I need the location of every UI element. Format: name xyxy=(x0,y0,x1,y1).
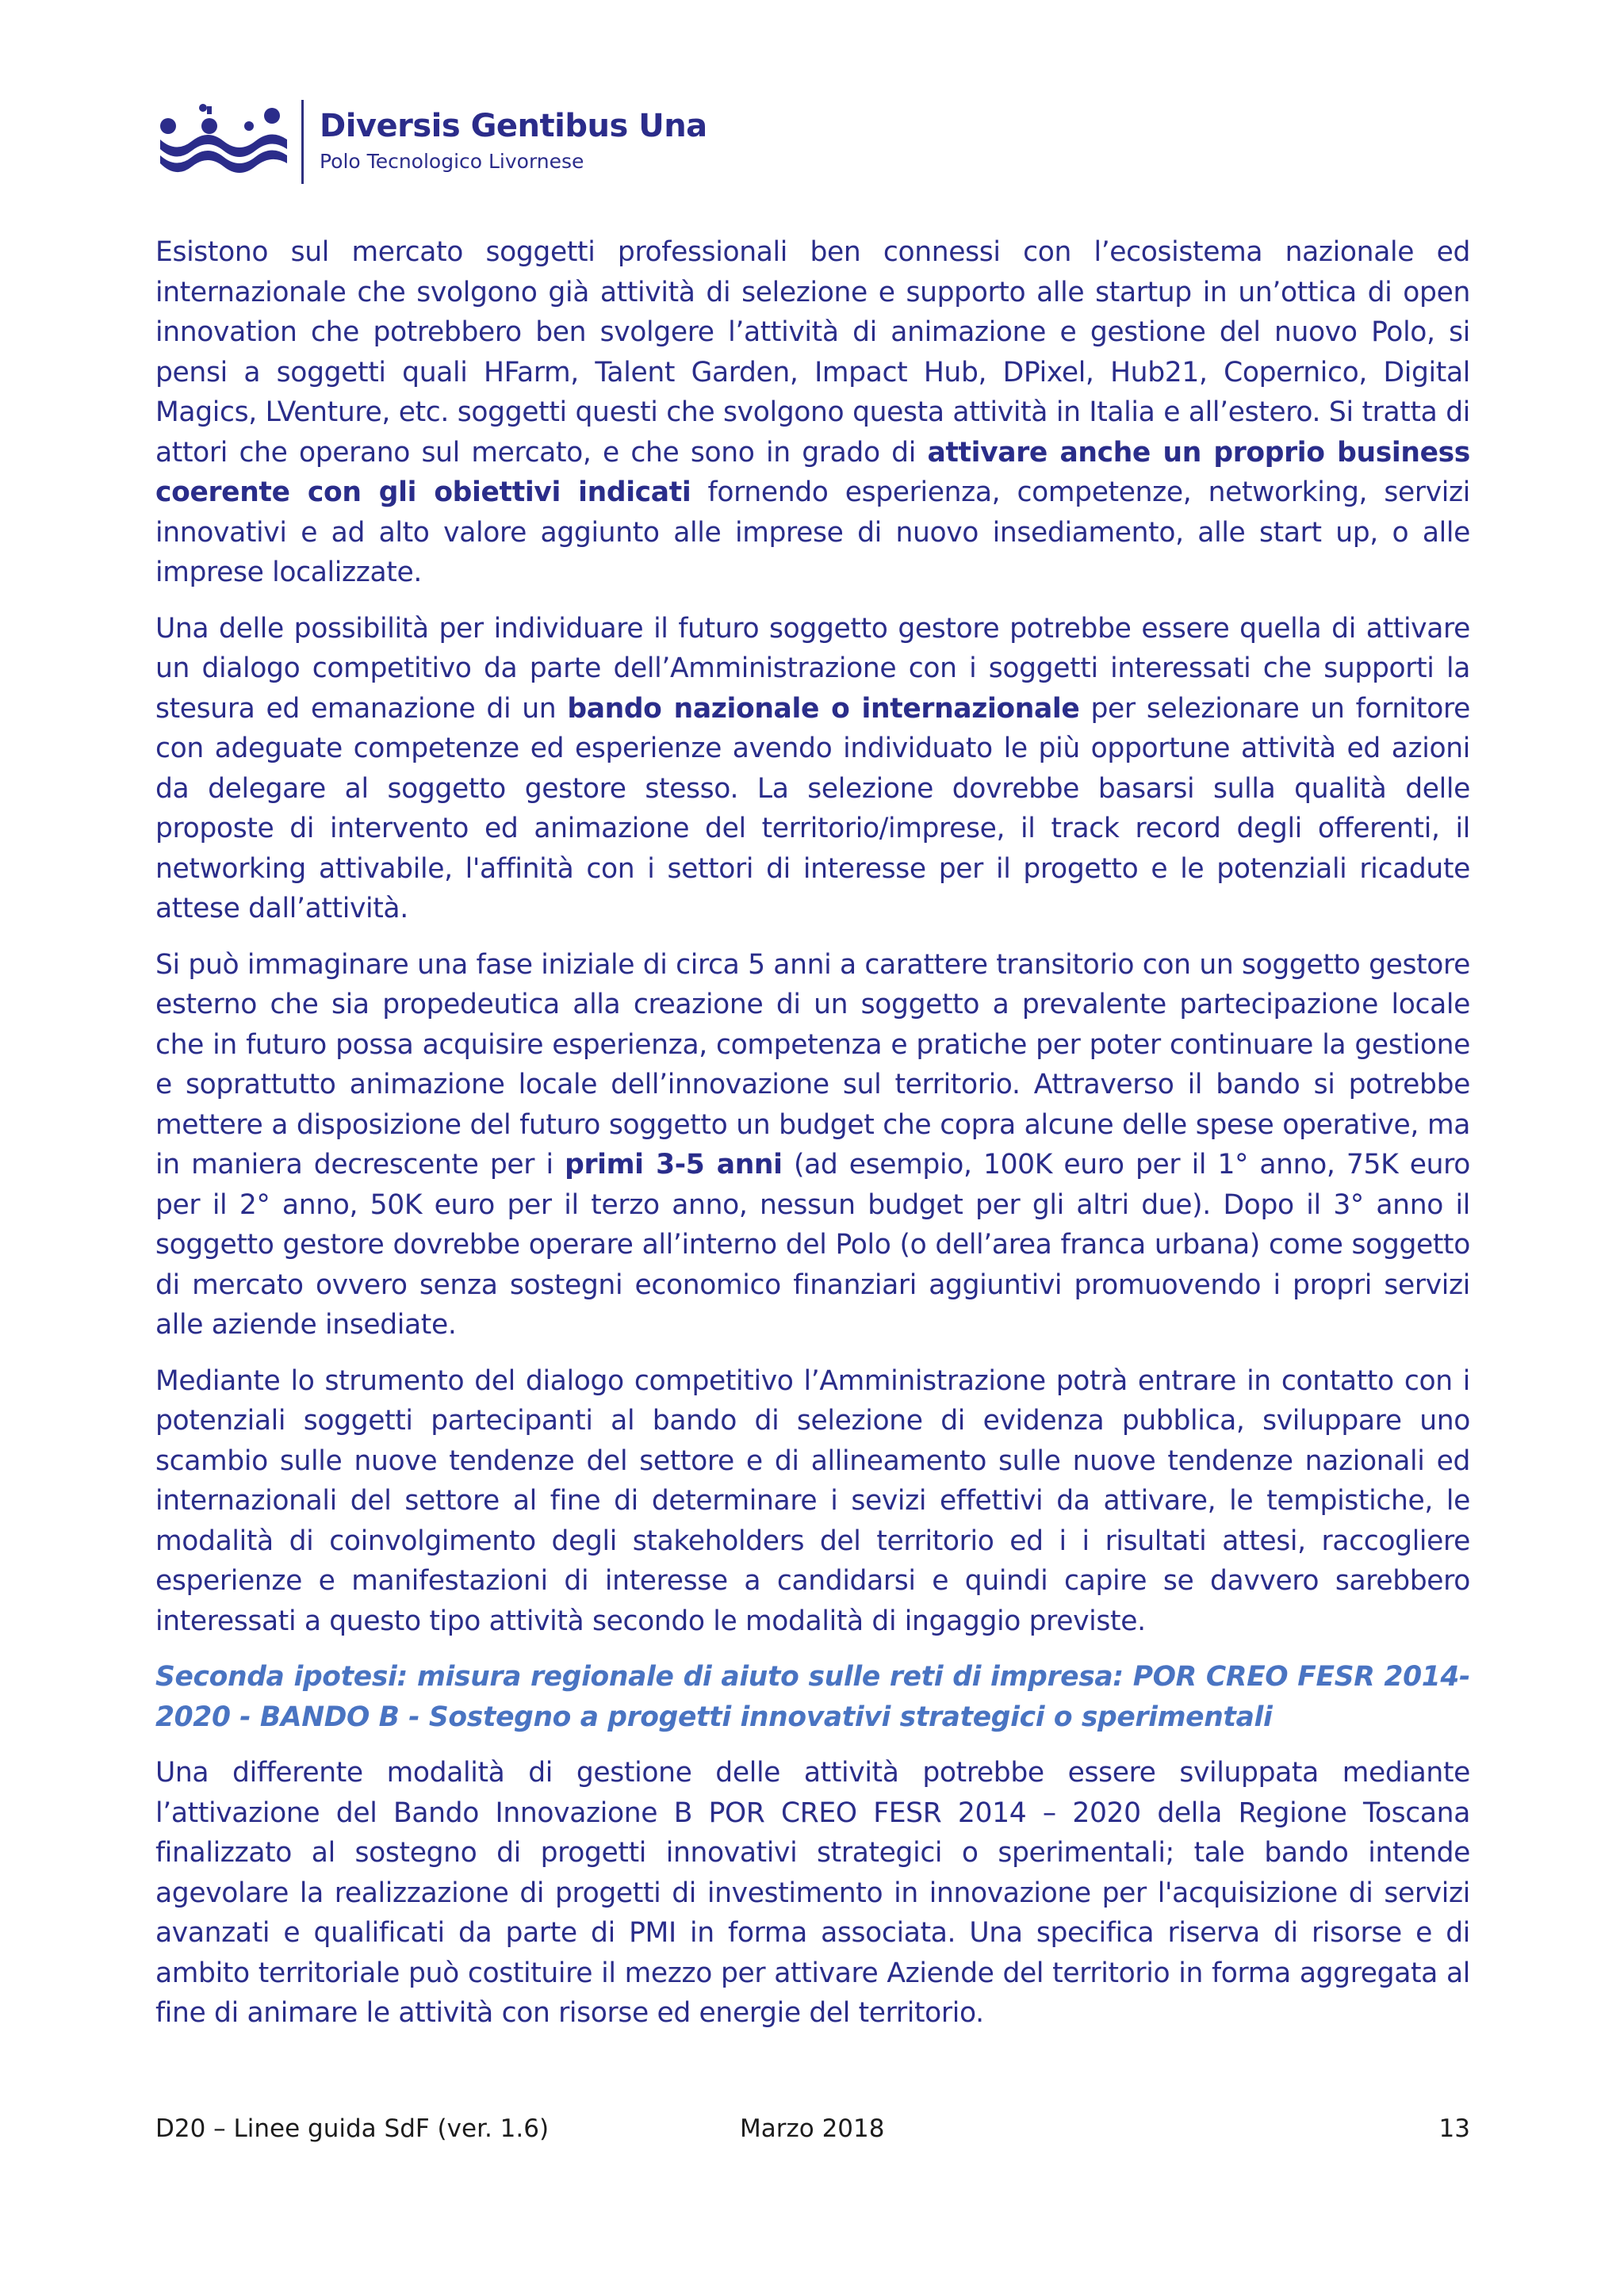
section-heading: Seconda ipotesi: misura regionale di aiuto sulle reti di impresa: POR CREO FESR 2014-2020 - BANDO B - Sostegno a progetti innovativi strategici o sperimentali xyxy=(155,1661,1470,1733)
page-number: 13 xyxy=(1438,2114,1470,2143)
footer-date: Marzo 2018 xyxy=(740,2114,885,2143)
logo-subtitle: Polo Tecnologico Livornese xyxy=(320,150,584,173)
paragraph-text: Si può immaginare una fase iniziale di circa 5 anni a carattere transitorio con un soggetto gestore esterno che sia propedeutica alla creazione di un soggetto a prevalente partecipazione locale che in futuro possa acquisire esperienza, competenza e pratiche per poter continuare la gestione e soprattutto animazione locale dell’innovazione sul territorio. Attraverso il bando si potrebbe mettere a disposizione del futuro soggetto un budget che copra alcune delle spese operative, ma in maniera decrescente per i xyxy=(155,948,1470,1181)
document-body xyxy=(155,232,1470,2049)
logo-text xyxy=(320,106,707,176)
page-header xyxy=(159,100,872,184)
paragraph-bold-text: attivare anche un proprio business coerente con gli obiettivi indicati xyxy=(155,436,1470,508)
paragraph-4: Mediante lo strumento del dialogo competitivo l’Amministrazione potrà entrare in contatto con i potenziali soggetti partecipanti al bando di selezione di evidenza pubblica, sviluppare uno scambio sulle nuove tendenze del settore e di allineamento sulle nuove tendenze nazionali ed internazionali del settore al fine di determinare i sevizi effettivi da attivare, le tempistiche, le modalità di coinvolgimento degli stakeholders del territorio ed i i risultati attesi, raccogliere esperienze e manifestazioni di interesse a candidarsi e quindi capire se davvero sarebbero interessati a questo tipo attività secondo le modalità di ingaggio previste. xyxy=(155,1364,1470,1637)
logo-divider xyxy=(301,100,304,184)
logo-waves-icon xyxy=(159,100,290,184)
paragraph-5: Una differente modalità di gestione delle attività potrebbe essere sviluppata mediante l’attivazione del Bando Innovazione B POR CREO FESR 2014 – 2020 della Regione Toscana finalizzato al sostegno di progetti innovativi strategici o sperimentali; tale bando intende agevolare la realizzazione di progetti di investimento in innovazione per l'acquisizione di servizi avanzati e qualificati da parte di PMI in forma associata. Una specifica riserva di risorse e di ambito territoriale può costituire il mezzo per attivare Aziende del territorio in forma aggregata al fine di animare le attività con risorse ed energie del territorio. xyxy=(155,1757,1470,2029)
paragraph-1 xyxy=(155,232,1470,593)
logo-title: Diversis Gentibus Una xyxy=(320,108,707,144)
footer-document-id: D20 – Linee guida SdF (ver. 1.6) xyxy=(155,2114,550,2143)
paragraph-2 xyxy=(155,609,1470,929)
paragraph-bold-text: bando nazionale o internazionale xyxy=(567,692,1080,725)
paragraph-text: Una delle possibilità per individuare il futuro soggetto gestore potrebbe essere quella di attivare un dialogo competitivo da parte dell’Amministrazione con i soggetti interessati che supporti la stesura ed emanazione di un xyxy=(155,612,1470,725)
paragraph-text: (ad esempio, 100K euro per il 1° anno, 75K euro per il 2° anno, 50K euro per il terzo anno, nessun budget per gli altri due). Dopo il 3° anno il soggetto gestore dovrebbe operare all’interno del Polo (o dell’area franca urbana) come soggetto di mercato ovvero senza sostegni economico finanziari aggiuntivi promuovendo i propri servizi alle aziende insediate. xyxy=(155,1149,1470,1341)
paragraph-3 xyxy=(155,945,1470,1345)
page-footer xyxy=(155,2109,1470,2149)
paragraph-bold-text: primi 3-5 anni xyxy=(565,1149,783,1181)
paragraph-text: per selezionare un fornitore con adeguate competenze ed esperienze avendo individuato le più opportune attività ed azioni da delegare al soggetto gestore stesso. La selezione dovrebbe basarsi sulla qualità delle proposte di intervento ed animazione del territorio/imprese, il track record degli offerenti, il networking attivabile, l'affinità con i settori di interesse per il progetto e le potenziali ricadute attese dall’attività. xyxy=(155,692,1470,924)
paragraph-text: Esistono sul mercato soggetti professionali ben connessi con l’ecosistema nazionale ed internazionale che svolgono già attività di selezione e supporto alle startup in un’ottica di open innovation che potrebbero ben svolgere l’attività di animazione e gestione del nuovo Polo, si pensi a soggetti quali HFarm, Talent Garden, Impact Hub, DPixel, Hub21, Copernico, Digital Magics, LVenture, etc. soggetti questi che svolgono questa attività in Italia e all’estero. Si tratta di attori che operano sul mercato, e che sono in grado di xyxy=(155,236,1470,469)
paragraph-text: fornendo esperienza, competenze, networking, servizi innovativi e ad alto valore aggiunto alle imprese di nuovo insediamento, alle start up, o alle imprese localizzate. xyxy=(155,476,1470,588)
